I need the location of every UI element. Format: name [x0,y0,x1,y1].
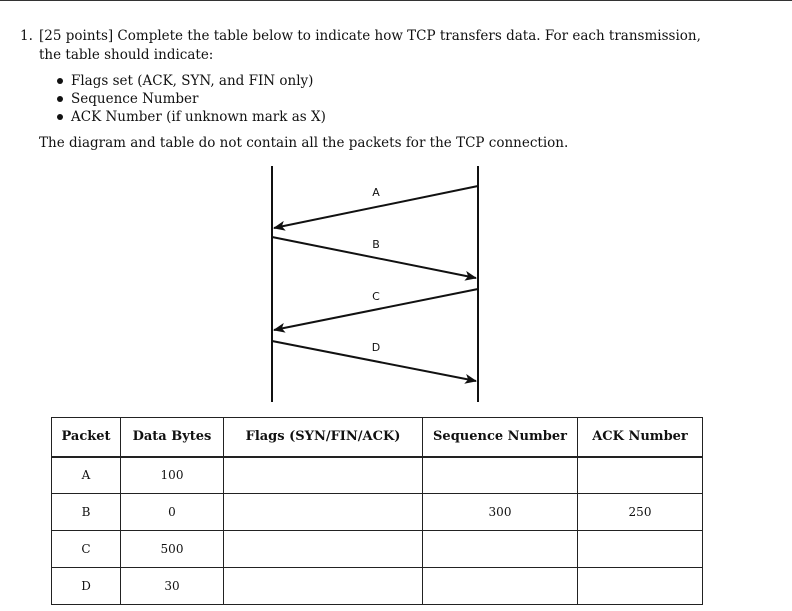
table-row [52,494,703,531]
cell-flags[interactable] [224,531,423,568]
cell-ack-number[interactable] [578,531,703,568]
cell-flags[interactable] [224,457,423,494]
cell-packet: A [52,457,121,494]
tcp-transfer-table [51,417,703,605]
cell-sequence-number[interactable] [423,531,578,568]
question-text: [25 points] Complete the table below to indicate how TCP transfers data. For each transmission, the table should indicate: [39,28,701,63]
cell-packet: D [52,568,121,605]
cell-data-bytes: 30 [121,568,224,605]
header-flags: Flags (SYN/FIN/ACK) [224,418,423,457]
arrow-label-b: B [372,238,380,251]
table-header-row [52,418,703,457]
cell-data-bytes: 100 [121,457,224,494]
list-item: ACK Number (if unknown mark as X) [57,108,326,126]
cell-packet: C [52,531,121,568]
diagram-note: The diagram and table do not contain all the packets for the TCP connection. [39,135,569,151]
cell-ack-number[interactable] [578,568,703,605]
list-item: Flags set (ACK, SYN, and FIN only) [57,72,326,90]
cell-flags[interactable] [224,568,423,605]
cell-sequence-number[interactable] [423,457,578,494]
cell-packet: B [52,494,121,531]
header-packet: Packet [52,418,121,457]
table-row [52,531,703,568]
arrow-label-c: C [372,290,380,303]
question-number: 1. [20,28,33,44]
cell-sequence-number: 300 [423,494,578,531]
cell-ack-number[interactable] [578,457,703,494]
header-sequence-number: Sequence Number [423,418,578,457]
table-row [52,457,703,494]
list-item: Sequence Number [57,90,326,108]
header-ack-number: ACK Number [578,418,703,457]
arrow-label-a: A [372,186,380,199]
cell-sequence-number[interactable] [423,568,578,605]
cell-data-bytes: 0 [121,494,224,531]
cell-data-bytes: 500 [121,531,224,568]
cell-flags[interactable] [224,494,423,531]
table-row [52,568,703,605]
cell-ack-number: 250 [578,494,703,531]
arrow-label-d: D [371,341,381,354]
header-data-bytes: Data Bytes [121,418,224,457]
